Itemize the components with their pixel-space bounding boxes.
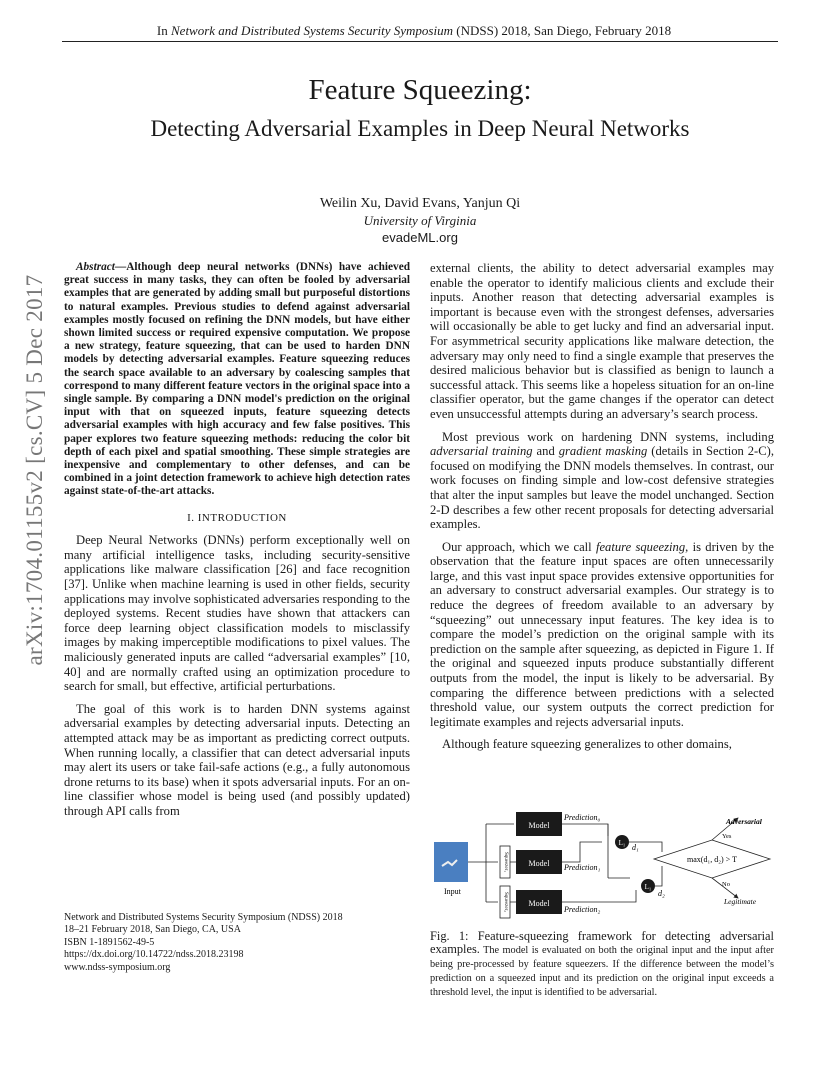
prediction-2-line	[562, 890, 636, 902]
running-header	[0, 23, 828, 39]
running-header-prefix: In	[156, 23, 171, 38]
squeezer-2-label: Squeezer₂	[503, 891, 508, 913]
text-run: , is driven by the observation that the feature input spaces are often unnecessarily large, and this vast input space provides extensive opportunities for an adversary to construct adversarial examples. Our strategy is to reduce the degrees of freedom available to an adversary by “squeezing” out unnecessary input features. The key idea is to compare the model’s prediction on the original sample with its prediction on the sample after squeezing, as depicted in Figure 1. If the original and squeezed inputs produce substantially different outputs from the model, the input is likely to be adversarial. By comparing the difference between predictions with a selected threshold value, our system outputs the correct prediction for legitimate examples and rejects adversarial inputs.	[430, 539, 774, 729]
prediction-1-line	[562, 842, 602, 862]
text-run: Our approach, which we call	[442, 539, 596, 554]
adversarial-label: Adversarial	[726, 817, 762, 826]
abstract	[64, 261, 410, 499]
figure-1-diagram	[430, 806, 778, 924]
emphasis: gradient masking	[558, 444, 648, 459]
intro-paragraph-1: Deep Neural Networks (DNNs) perform exceptionally well on many artificial intelligence tasks, including security-sensitive applications like malware classification [26] and face recognition [37]. Unlike when machine learning is used in other fields, security applications may involve sophisticated adversaries responding to the deployed systems. Recent studies have shown that attackers can force deep learning object classification models to misclassify images by making imperceptible modifications to pixel values. The maliciously generated inputs are called “adversarial examples” [10, 40] and are normally crafted using an optimization procedure to search for small, but effective, artificial perturbations.	[64, 533, 410, 694]
paper-subtitle: Detecting Adversarial Examples in Deep Neural Networks	[150, 116, 690, 141]
input-label: Input	[444, 887, 461, 896]
author-website: evadeML.org	[382, 230, 458, 245]
footnote	[64, 912, 410, 974]
yes-label: Yes	[722, 833, 732, 840]
model-label-1: Model	[528, 859, 550, 868]
emphasis: feature squeezing	[595, 539, 686, 554]
running-header-venue: Network and Distributed Systems Security Symposium	[171, 23, 453, 38]
running-header-suffix: (NDSS) 2018, San Diego, February 2018	[453, 23, 672, 38]
right-paragraph-2	[430, 430, 774, 532]
arxiv-stamp-text: arXiv:1704.01155v2 [cs.CV] 5 Dec 2017	[22, 274, 47, 666]
l1-node-2-label: L₁	[644, 883, 652, 891]
footnote-line: ISBN 1-1891562-49-5	[64, 936, 155, 948]
model-label-0: Model	[528, 821, 550, 830]
header-rule	[62, 41, 778, 42]
abstract-label: Abstract	[76, 261, 115, 273]
paper-title: Feature Squeezing:	[308, 74, 532, 106]
squeezer-outputs	[510, 862, 516, 902]
prediction-0-line	[562, 824, 608, 836]
d2-label: d₂	[658, 889, 665, 898]
text-run: and	[532, 444, 559, 459]
caption-detail: The model is evaluated on both the original input and the input after being pre-processed by feature squeezers. If the difference between the model’s prediction on a squeezed input and its prediction on the original input exceeds a threshold level, the input is identified to be adversarial.	[430, 945, 774, 998]
footnote-line: 18–21 February 2018, San Diego, CA, USA	[64, 924, 241, 936]
right-paragraph-1: external clients, the ability to detect adversarial examples may enable the operator to identify malicious clients and exclude their inputs. Another reason that detecting adversarial examples is important is because even with the strongest defenses, adversaries will occasionally be able to get lucky and find an adversarial input. For asymmetrical security applications like malware detection, the adversary may only need to find a single example that preserves the desired malicious behavior but is classified as benign to launch a successful attack. This seems like a hopeless situation for an on-line classifier operator, but the game changes if the operator can detect even unsuccessful attempts during an adversary’s search process.	[430, 261, 774, 421]
text-run: Most previous work on hardening DNN systems, including	[442, 429, 774, 444]
footnote-line: Network and Distributed Systems Security Symposium (NDSS) 2018	[64, 912, 343, 923]
text-run: (details in Section 2-C), focused on modifying the DNN models themselves. In contrast, our work focuses on finding simple and low-cost defensive strategies that alter the input samples but leave the model unchanged. Section 2-D describes a few other recent proposals for detecting adversarial examples.	[430, 444, 774, 532]
footnote-line: https://dx.doi.org/10.14722/ndss.2018.23198	[64, 949, 244, 961]
emphasis: adversarial training	[430, 444, 533, 459]
input-image	[434, 842, 468, 882]
section-heading-introduction: I. INTRODUCTION	[187, 511, 287, 524]
prediction-2-label: Prediction₂	[564, 905, 601, 914]
right-paragraph-3	[430, 540, 774, 730]
intro-paragraph-2: The goal of this work is to harden DNN systems against adversarial examples by detecting adversarial inputs. Detecting an attempted attack may be as important as predicting correct outputs. When running locally, a classifier that can detect adversarial inputs may alert its users or take fail-safe actions (e.g., a fully autonomous drone returns to its base) when it spots adversarial inputs. For an on-line classifier whose model is being used (and possibly updated) through API calls from	[64, 701, 410, 818]
no-label: No	[722, 881, 730, 888]
prediction-0-label: Prediction₀	[564, 813, 601, 822]
figure-1-caption	[430, 930, 774, 999]
left-column	[64, 261, 410, 827]
prediction-1-label: Prediction₁	[564, 863, 601, 872]
squeezer-1-label: Squeezer₁	[503, 851, 508, 873]
right-column	[430, 261, 774, 760]
right-paragraph-4: Although feature squeezing generalizes to other domains,	[442, 737, 732, 752]
decision-label: max(d₁, d₂) > T	[687, 855, 737, 864]
legitimate-label: Legitimate	[724, 897, 757, 906]
caption-main: Feature-squeezing framework for detecting adversarial examples.	[430, 929, 774, 956]
affiliation: University of Virginia	[363, 213, 477, 228]
footnote-line: www.ndss-symposium.org	[64, 961, 171, 973]
authors: Weilin Xu, David Evans, Yanjun Qi	[319, 196, 521, 211]
abstract-text: —Although deep neural networks (DNNs) have achieved great success in many tasks, they can often be fooled by adversarial examples that are generated by adding small but purposeful distortions to natural examples. Previous studies to defend against adversarial examples mostly focused on refining the DNN models, but have either shown limited success or required expensive computation. We propose a new strategy, feature squeezing, that can be used to harden DNN models by detecting adversarial examples. Feature squeezing reduces the search space available to an adversary by coalescing samples that correspond to many different feature vectors in the original space into a single sample. By comparing a DNN model's prediction on the original input with that on squeezed inputs, feature squeezing detects adversarial examples with high accuracy and few false positives. This paper explores two feature squeezing methods: reducing the color bit depth of each pixel and spatial smoothing. These simple strategies are inexpensive and complementary to other defenses, and can be combined in a joint detection framework to achieve high detection rates against state-of-the-art attacks.	[64, 261, 410, 498]
l1-node-1-label: L₁	[618, 839, 626, 847]
model-label-2: Model	[528, 899, 550, 908]
d1-label: d₁	[632, 843, 639, 852]
caption-label: Fig. 1:	[430, 929, 469, 943]
